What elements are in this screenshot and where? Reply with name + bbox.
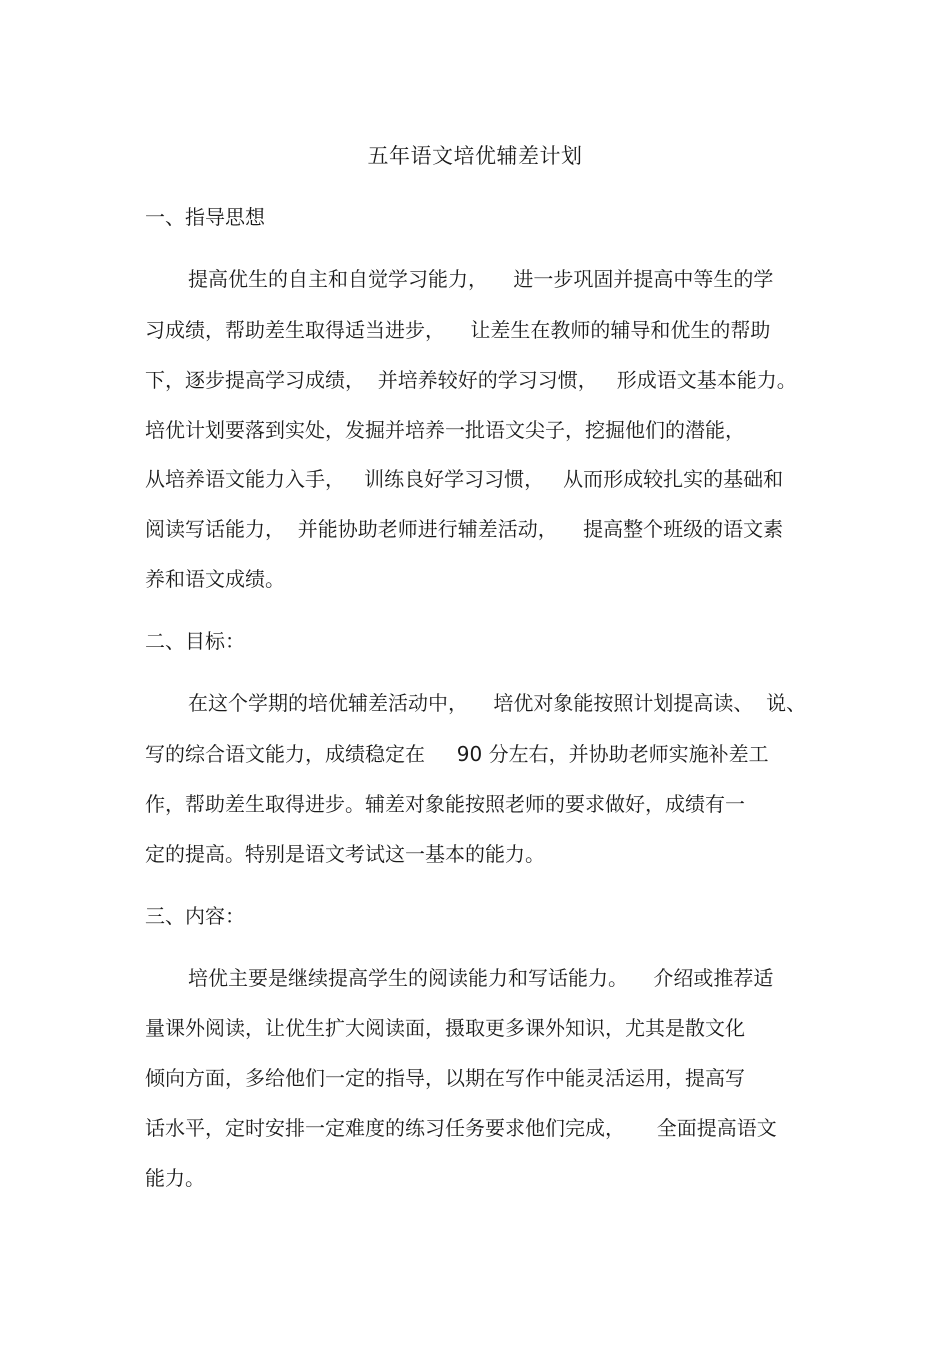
paragraph-line: 定的提高。特别是语文考试这一基本的能力。 (145, 842, 545, 866)
paragraph-line: 在这个学期的培优辅差活动中， 培优对象能按照计划提高读、 说、 (188, 691, 807, 715)
paragraph-line: 倾向方面，多给他们一定的指导，以期在写作中能灵活运用，提高写 (145, 1066, 745, 1090)
paragraph-line: 养和语文成绩。 (145, 567, 285, 591)
section-heading-guiding-idea: 一、指导思想 (145, 205, 265, 229)
paragraph-line: 习成绩，帮助差生取得适当进步， 让差生在教师的辅导和优生的帮助 (145, 318, 771, 342)
paragraph-line: 培优计划要落到实处，发掘并培养一批语文尖子，挖掘他们的潜能， (145, 418, 745, 442)
paragraph-line: 作，帮助差生取得进步。辅差对象能按照老师的要求做好，成绩有一 (145, 792, 745, 816)
paragraph-line: 能力。 (145, 1166, 205, 1190)
paragraph-line: 提高优生的自主和自觉学习能力， 进一步巩固并提高中等生的学 (188, 267, 774, 291)
paragraph-line: 下，逐步提高学习成绩， 并培养较好的学习习惯， 形成语文基本能力。 (145, 368, 797, 392)
section-heading-content: 三、内容： (145, 904, 245, 928)
section-heading-goals: 二、目标： (145, 629, 245, 653)
paragraph-line: 写的综合语文能力，成绩稳定在 90 分左右，并协助老师实施补差工 (145, 742, 769, 766)
paragraph-line: 从培养语文能力入手， 训练良好学习习惯， 从而形成较扎实的基础和 (145, 467, 784, 491)
paragraph-line: 量课外阅读，让优生扩大阅读面，摄取更多课外知识，尤其是散文化 (145, 1016, 745, 1040)
paragraph-line: 阅读写话能力， 并能协助老师进行辅差活动， 提高整个班级的语文素 (145, 517, 784, 541)
document-title: 五年语文培优辅差计划 (367, 144, 583, 168)
paragraph-line: 培优主要是继续提高学生的阅读能力和写话能力。 介绍或推荐适 (188, 966, 774, 990)
paragraph-line: 话水平，定时安排一定难度的练习任务要求他们完成， 全面提高语文 (145, 1116, 777, 1140)
